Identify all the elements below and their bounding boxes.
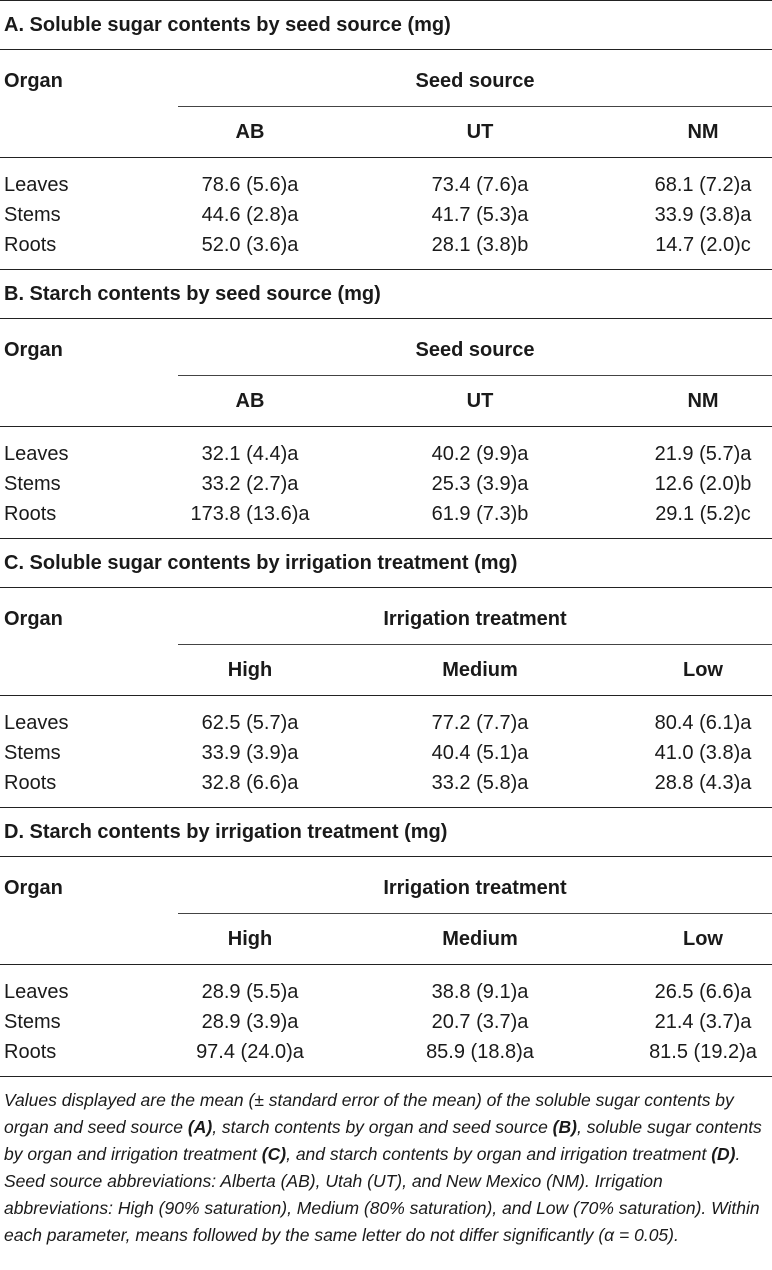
organ-cell: Roots — [4, 503, 57, 525]
value-cell: 33.9 (3.9)a — [201, 742, 299, 764]
organ-header: Organ — [4, 70, 63, 92]
value-cell: 28.8 (4.3)a — [654, 772, 752, 794]
column-header: High — [227, 659, 273, 681]
organ-cell: Leaves — [4, 174, 69, 196]
value-cell: 73.4 (7.6)a — [431, 174, 529, 196]
value-cell: 29.1 (5.2)c — [655, 503, 751, 525]
footnote-text: , starch contents by organ and seed source — [212, 1117, 553, 1137]
footnote-text: , soluble sugar contents by organ and irrigation treatment — [4, 1117, 762, 1164]
value-cell: 173.8 (13.6)a — [190, 503, 310, 525]
column-header: NM — [687, 390, 719, 412]
value-cell: 61.9 (7.3)b — [431, 503, 529, 525]
column-header-row — [0, 107, 772, 158]
section-c — [0, 538, 772, 807]
value-cell: 78.6 (5.6)a — [201, 174, 299, 196]
column-header: Low — [683, 928, 723, 950]
organ-cell: Stems — [4, 742, 61, 764]
value-cell: 14.7 (2.0)c — [655, 234, 751, 256]
value-cell: 85.9 (18.8)a — [426, 1041, 534, 1063]
table-row — [0, 978, 772, 1008]
value-cell: 40.4 (5.1)a — [431, 742, 529, 764]
column-header: Low — [683, 659, 723, 681]
organ-cell: Stems — [4, 204, 61, 226]
organ-cell: Roots — [4, 234, 57, 256]
table-body — [0, 427, 772, 538]
column-header: NM — [687, 121, 719, 143]
organ-header: Organ — [4, 608, 63, 630]
value-cell: 28.1 (3.8)b — [431, 234, 529, 256]
table-row — [0, 470, 772, 500]
section-title: A. Soluble sugar contents by seed source (mg) — [0, 0, 772, 50]
value-cell: 12.6 (2.0)b — [654, 473, 752, 495]
table-row — [0, 201, 772, 231]
column-header-row — [0, 645, 772, 696]
table-row — [0, 709, 772, 739]
column-header: UT — [466, 390, 494, 412]
section-a — [0, 0, 772, 269]
column-header-row — [0, 376, 772, 427]
section-b — [0, 269, 772, 538]
column-header: AB — [235, 390, 265, 412]
organ-cell: Leaves — [4, 443, 69, 465]
value-cell: 21.9 (5.7)a — [654, 443, 752, 465]
value-cell: 25.3 (3.9)a — [431, 473, 529, 495]
value-cell: 68.1 (7.2)a — [654, 174, 752, 196]
table-row — [0, 500, 772, 530]
value-cell: 80.4 (6.1)a — [654, 712, 752, 734]
organ-cell: Leaves — [4, 981, 69, 1003]
column-header: AB — [235, 121, 265, 143]
section-title: B. Starch contents by seed source (mg) — [0, 269, 772, 319]
group-header: Irrigation treatment — [383, 877, 567, 899]
value-cell: 33.2 (5.8)a — [431, 772, 529, 794]
value-cell: 44.6 (2.8)a — [201, 204, 299, 226]
value-cell: 81.5 (19.2)a — [649, 1041, 757, 1063]
section-d — [0, 807, 772, 1076]
organ-cell: Stems — [4, 473, 61, 495]
header-row — [0, 588, 772, 645]
column-header: High — [227, 928, 273, 950]
table-row — [0, 171, 772, 201]
group-header: Seed source — [415, 70, 535, 92]
value-cell: 32.8 (6.6)a — [201, 772, 299, 794]
footnote-text: , and starch contents by organ and irrigation treatment — [286, 1144, 712, 1164]
value-cell: 41.0 (3.8)a — [654, 742, 752, 764]
value-cell: 28.9 (3.9)a — [201, 1011, 299, 1033]
organ-cell: Stems — [4, 1011, 61, 1033]
table-row — [0, 1038, 772, 1068]
value-cell: 32.1 (4.4)a — [201, 443, 299, 465]
table-body — [0, 158, 772, 269]
organ-cell: Roots — [4, 772, 57, 794]
organ-cell: Leaves — [4, 712, 69, 734]
header-row — [0, 857, 772, 914]
footnote-text: . Seed source abbreviations: Alberta (AB), Utah (UT), and New Mexico (NM). Irrigation abbreviations: High (90% saturation), Medium (80% saturation), and Low (70% saturation). Within each parameter, means followed by the same letter do not differ significantly (α = 0.05). — [4, 1144, 760, 1245]
group-header: Seed source — [415, 339, 535, 361]
value-cell: 26.5 (6.6)a — [654, 981, 752, 1003]
table-row — [0, 1008, 772, 1038]
table-body — [0, 965, 772, 1076]
column-header-row — [0, 914, 772, 965]
section-title: C. Soluble sugar contents by irrigation treatment (mg) — [0, 538, 772, 588]
section-title: D. Starch contents by irrigation treatment (mg) — [0, 807, 772, 857]
table-row — [0, 440, 772, 470]
footnote-ref-c: (C) — [261, 1144, 287, 1164]
organ-header: Organ — [4, 339, 63, 361]
value-cell: 62.5 (5.7)a — [201, 712, 299, 734]
value-cell: 97.4 (24.0)a — [196, 1041, 304, 1063]
value-cell: 33.2 (2.7)a — [201, 473, 299, 495]
column-header: UT — [466, 121, 494, 143]
value-cell: 52.0 (3.6)a — [201, 234, 299, 256]
header-row — [0, 319, 772, 376]
table-row — [0, 769, 772, 799]
footnote-ref-b: (B) — [552, 1117, 577, 1137]
value-cell: 41.7 (5.3)a — [431, 204, 529, 226]
value-cell: 20.7 (3.7)a — [431, 1011, 529, 1033]
value-cell: 40.2 (9.9)a — [431, 443, 529, 465]
value-cell: 77.2 (7.7)a — [431, 712, 529, 734]
group-header: Irrigation treatment — [383, 608, 567, 630]
value-cell: 33.9 (3.8)a — [654, 204, 752, 226]
column-header: Medium — [442, 928, 518, 950]
value-cell: 28.9 (5.5)a — [201, 981, 299, 1003]
organ-cell: Roots — [4, 1041, 57, 1063]
footnote-ref-a: (A) — [187, 1117, 213, 1137]
table-row — [0, 231, 772, 261]
value-cell: 21.4 (3.7)a — [654, 1011, 752, 1033]
footnote-text: Values displayed are the mean (± standard error of the mean) of the soluble sugar contents by organ and seed source — [4, 1090, 734, 1137]
header-row — [0, 50, 772, 107]
table-row — [0, 739, 772, 769]
organ-header: Organ — [4, 877, 63, 899]
column-header: Medium — [442, 659, 518, 681]
value-cell: 38.8 (9.1)a — [431, 981, 529, 1003]
footnote-ref-d: (D) — [711, 1144, 736, 1164]
table-footnote — [0, 1076, 772, 1249]
table-body — [0, 696, 772, 807]
